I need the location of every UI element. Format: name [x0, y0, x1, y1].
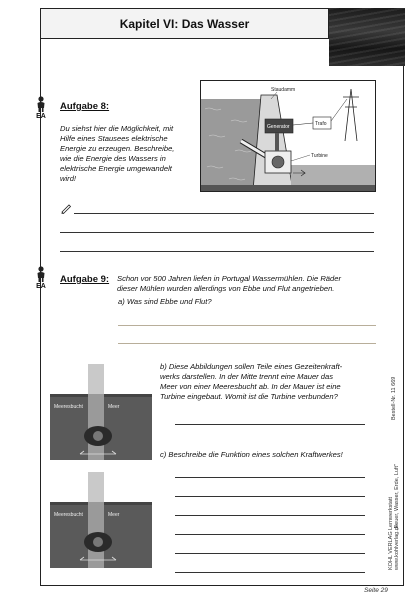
tidal-plant-photo-2 — [50, 472, 152, 568]
chapter-title: Kapitel VI: Das Wasser — [41, 9, 329, 39]
question-b-line: Turbine eingebaut. Womit ist die Turbine verbunden? — [160, 392, 338, 401]
task9-title: Aufgabe 9: — [60, 274, 110, 285]
question-a: a) Was sind Ebbe und Flut? — [118, 297, 212, 306]
publisher-website: www.kohlverlag.de — [394, 524, 400, 570]
task9-intro-line: Schon vor 500 Jahren liefen in Portugal Wassermühlen. Die Räder — [117, 274, 341, 283]
task8-line: wird! — [60, 174, 77, 183]
answer-line[interactable] — [74, 213, 374, 214]
generator-label: Generator — [267, 124, 290, 130]
page-number: Seite 29 — [364, 587, 388, 594]
answer-line[interactable] — [118, 325, 376, 326]
publisher-name: KOHL VERLAG — [388, 531, 394, 570]
pencil-icon — [60, 202, 72, 214]
task8-instructions — [60, 124, 200, 184]
answer-line[interactable] — [118, 343, 376, 344]
ea-badge-task9 — [34, 266, 48, 290]
task8-line: wie die Energie des Wassers in — [60, 154, 166, 163]
photo2-left-label: Meeresbucht — [54, 512, 83, 518]
task9-intro-line: dieser Mühlen wurden allerdings von Ebbe und Flut angetrieben. — [117, 284, 335, 293]
answer-line[interactable] — [175, 477, 365, 478]
student-figure-icon — [36, 266, 46, 282]
task8-line: elektrische Energie umgewandelt — [60, 164, 172, 173]
ea-badge-task8 — [34, 96, 48, 120]
transformer-label: Trafo — [315, 121, 327, 127]
task8-line: Du siehst hier die Möglichkeit, mit — [60, 124, 174, 133]
ea-label: EA — [36, 113, 46, 120]
ea-label: EA — [36, 283, 46, 290]
task8-line: Energie zu erzeugen. Beschreibe, — [60, 144, 175, 153]
dam-label: Staudamm — [271, 87, 296, 93]
answer-line[interactable] — [60, 251, 374, 252]
water-surface-photo — [329, 8, 405, 66]
hydro-dam-diagram — [200, 80, 376, 192]
tidal-plant-photo-1 — [50, 364, 152, 460]
answer-line[interactable] — [175, 534, 365, 535]
series-name: Lernwerkstatt — [388, 496, 394, 530]
task9-intro — [117, 274, 382, 294]
task8-line: Hilfe eines Stausees elektrische — [60, 134, 168, 143]
answer-line[interactable] — [60, 232, 374, 233]
book-title: „Feuer, Wasser, Erde, Luft" — [394, 464, 400, 530]
answer-line[interactable] — [175, 572, 365, 573]
publisher-credit — [388, 330, 402, 570]
question-c: c) Beschreibe die Funktion eines solchen Kraftwerkes! — [160, 450, 343, 459]
question-b-line: Meer von einer Meeresbucht ab. In der Mauer ist eine — [160, 382, 341, 391]
task8-title: Aufgabe 8: — [60, 101, 110, 112]
student-figure-icon — [36, 96, 46, 112]
turbine-label: Turbine — [311, 153, 328, 159]
question-b-line: werks darstellen. In der Mitte trennt eine Mauer das — [160, 372, 334, 381]
question-b — [160, 362, 382, 402]
answer-line[interactable] — [175, 515, 365, 516]
photo1-right-label: Meer — [108, 404, 120, 410]
answer-line[interactable] — [175, 553, 365, 554]
question-b-line: b) Diese Abbildungen sollen Teile eines Gezeitenkraft- — [160, 362, 343, 371]
order-number: Bestell-Nr. 11 669 — [391, 376, 397, 420]
photo1-left-label: Meeresbucht — [54, 404, 83, 410]
answer-line[interactable] — [175, 424, 365, 425]
photo2-right-label: Meer — [108, 512, 120, 518]
answer-line[interactable] — [175, 496, 365, 497]
